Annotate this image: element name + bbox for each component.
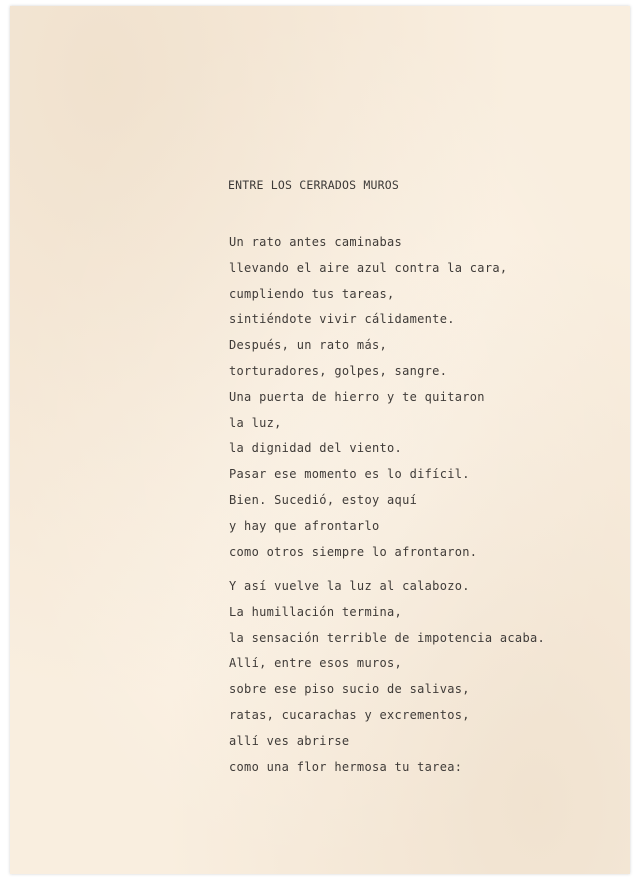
poem-line: Y así vuelve la luz al calabozo. xyxy=(229,579,470,593)
poem-line: como otros siempre lo afrontaron. xyxy=(229,544,478,559)
poem-line: sintiéndote vivir cálidamente. xyxy=(229,312,455,327)
poem-line: sobre ese piso sucio de salivas, xyxy=(229,682,470,697)
poem-stanza-1 xyxy=(229,230,507,565)
poem-line: allí ves abrirse xyxy=(229,733,350,748)
poem-line: como una flor hermosa tu tarea: xyxy=(229,759,463,774)
poem-stanza-2 xyxy=(229,574,545,780)
poem-line: Pasar ese momento es lo difícil. xyxy=(229,467,470,482)
poem-line: la sensación terrible de impotencia acaba. xyxy=(229,630,546,645)
poem-line: la luz, xyxy=(229,415,282,430)
poem-line: ratas, cucarachas y excrementos, xyxy=(229,707,470,722)
poem-line: Una puerta de hierro y te quitaron xyxy=(229,389,485,404)
poem-line: Un rato antes caminabas xyxy=(229,235,403,249)
typewritten-page xyxy=(10,6,630,874)
poem-title: ENTRE LOS CERRADOS MUROS xyxy=(228,178,399,192)
poem-line: llevando el aire azul contra la cara, xyxy=(229,260,508,275)
poem-line: torturadores, golpes, sangre. xyxy=(229,363,448,378)
poem-line: Allí, entre esos muros, xyxy=(229,656,403,671)
poem-line: Después, un rato más, xyxy=(229,338,388,353)
poem-line: La humillación termina, xyxy=(229,604,403,619)
poem-line: la dignidad del viento. xyxy=(229,441,403,456)
poem-line: cumpliendo tus tareas, xyxy=(229,286,395,301)
poem-line: y hay que afrontarlo xyxy=(229,518,380,533)
poem-line: Bien. Sucedió, estoy aquí xyxy=(229,492,418,507)
